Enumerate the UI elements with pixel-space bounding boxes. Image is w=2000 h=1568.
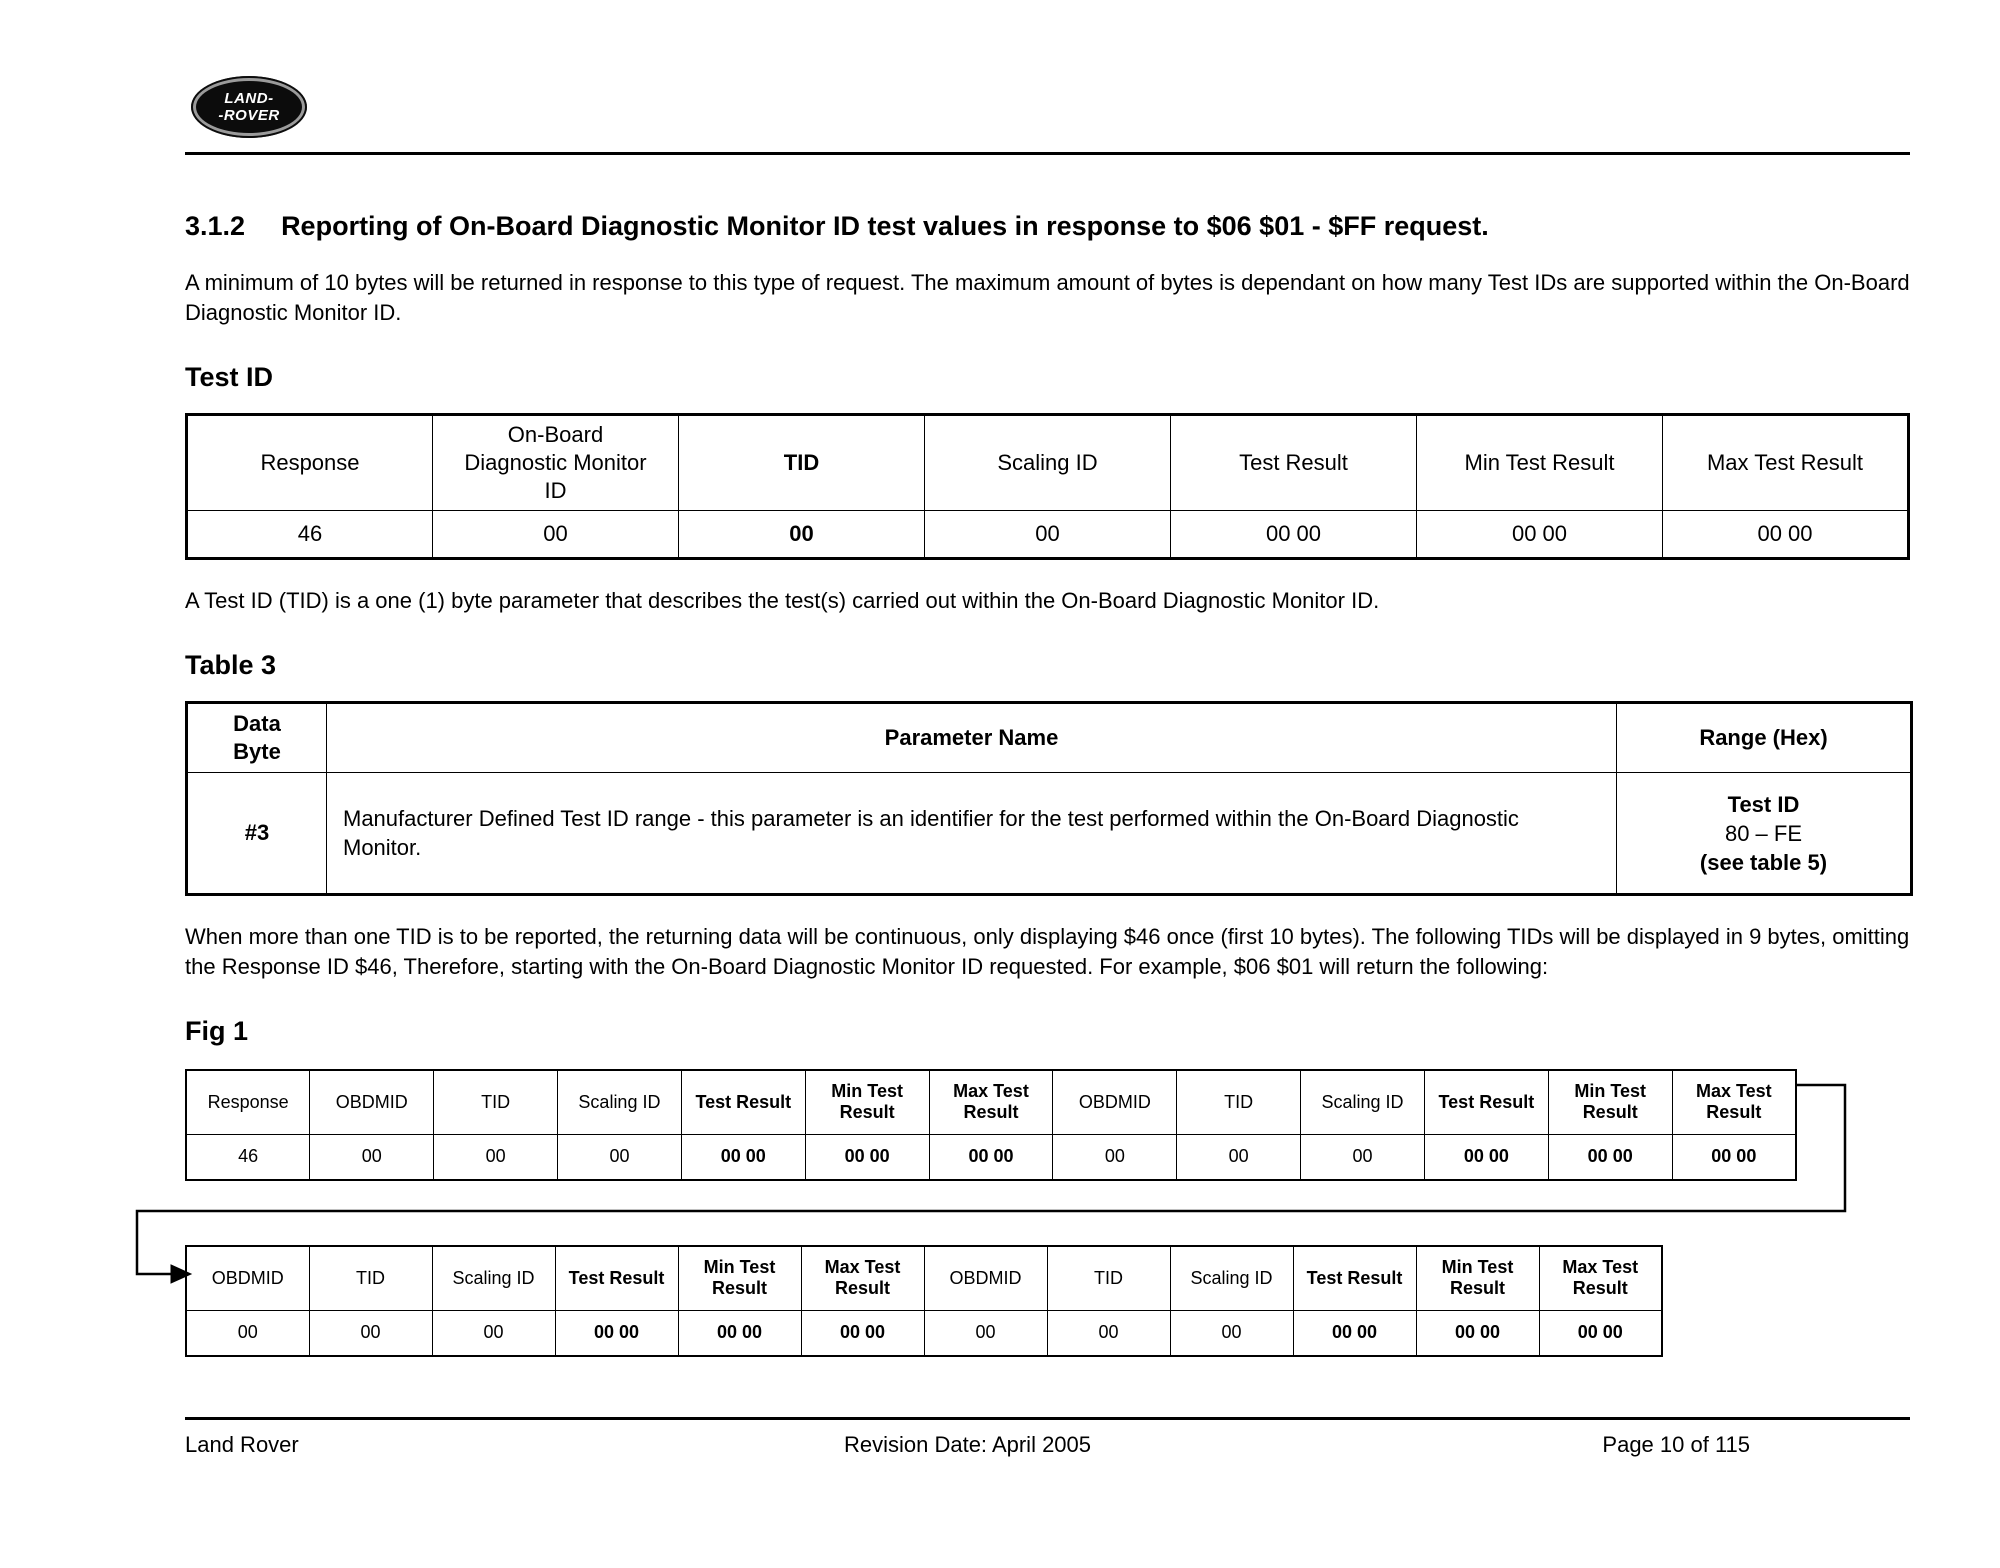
fig1-area: [185, 1069, 1910, 1357]
header-row: [186, 1070, 1796, 1134]
value-cell: 00 00: [1548, 1134, 1672, 1180]
header-cell: Min Test Result: [1417, 415, 1663, 511]
header-cell: TID: [309, 1246, 432, 1310]
header-cell: OBDMID: [186, 1246, 309, 1310]
parameter-name-header: Parameter Name: [327, 703, 1617, 773]
section-number: 3.1.2: [185, 211, 246, 241]
test-id-table: [185, 413, 1910, 560]
value-cell: 00: [925, 511, 1171, 559]
value-cell: 00: [309, 1310, 432, 1356]
header-cell: Test Result: [555, 1246, 678, 1310]
header-cell: Max Test Result: [801, 1246, 924, 1310]
header-cell: OBDMID: [924, 1246, 1047, 1310]
continuation-paragraph: When more than one TID is to be reported, the returning data will be continuous, only displaying $46 once (first 10 bytes). The following TIDs will be displayed in 9 bytes, omitting the Response ID $46, Therefore, starting with the On-Board Diagnostic Monitor ID requested. For example, $06 $01 will return the following:: [185, 924, 1910, 979]
value-row: [187, 511, 1909, 559]
header-cell: Test Result: [1424, 1070, 1548, 1134]
test-id-heading: Test ID: [185, 362, 274, 392]
header-cell: Scaling ID: [558, 1070, 682, 1134]
value-cell: 46: [187, 511, 433, 559]
header-cell: Min Test Result: [805, 1070, 929, 1134]
header-cell: Test Result: [1171, 415, 1417, 511]
header-cell: TID: [679, 415, 925, 511]
value-cell: 00 00: [1417, 511, 1663, 559]
footer-company: Land Rover: [185, 1432, 299, 1457]
value-cell: 00: [433, 511, 679, 559]
range-cell: [1617, 773, 1912, 895]
header-cell: [433, 415, 679, 511]
fig1-table-top: [185, 1069, 1797, 1181]
parameter-name-cell: Manufacturer Defined Test ID range - this parameter is an identifier for the test performed within the On-Board Diagnostic Monitor.: [327, 773, 1617, 895]
logo-text-bottom: -ROVER: [218, 107, 280, 124]
value-row: [186, 1134, 1796, 1180]
header-row: [187, 415, 1909, 511]
value-cell: 00: [558, 1134, 682, 1180]
section-heading: [185, 211, 1910, 242]
value-cell: 00 00: [678, 1310, 801, 1356]
value-cell: 00: [432, 1310, 555, 1356]
value-cell: 00 00: [801, 1310, 924, 1356]
header-cell: Response: [187, 415, 433, 511]
section-title: Reporting of On-Board Diagnostic Monitor ID test values in response to $06 $01 - $FF request.: [281, 211, 1489, 241]
header-cell-text: On-Board Diagnostic Monitor ID: [464, 422, 647, 503]
value-cell: 00 00: [555, 1310, 678, 1356]
data-byte-header: [187, 703, 327, 773]
header-cell: OBDMID: [1053, 1070, 1177, 1134]
fig1-heading: Fig 1: [185, 1016, 249, 1046]
revision-date: Revision Date: April 2005: [843, 1432, 1092, 1457]
header-cell: Response: [186, 1070, 310, 1134]
header-cell: Scaling ID: [1301, 1070, 1425, 1134]
value-cell: 00 00: [1663, 511, 1909, 559]
header-cell: Scaling ID: [925, 415, 1171, 511]
value-row: [187, 773, 1912, 895]
value-row: [186, 1310, 1662, 1356]
value-cell: 46: [186, 1134, 310, 1180]
header-row: [187, 703, 1912, 773]
value-cell: 00: [310, 1134, 434, 1180]
header-cell: Min Test Result: [1548, 1070, 1672, 1134]
header-cell: Test Result: [681, 1070, 805, 1134]
range-line-1: Test ID: [1727, 791, 1800, 817]
header-cell: Max Test Result: [1663, 415, 1909, 511]
header-cell: Max Test Result: [929, 1070, 1053, 1134]
value-cell: 00: [186, 1310, 309, 1356]
range-line-3: (see table 5): [1699, 849, 1828, 875]
value-cell: 00 00: [929, 1134, 1053, 1180]
header-cell: Max Test Result: [1539, 1246, 1662, 1310]
value-cell: 00: [434, 1134, 558, 1180]
header-cell: Min Test Result: [1416, 1246, 1539, 1310]
tid-description-paragraph: A Test ID (TID) is a one (1) byte parameter that describes the test(s) carried out within the On-Board Diagnostic Monitor ID.: [185, 588, 1380, 613]
header-cell: Min Test Result: [678, 1246, 801, 1310]
data-byte-cell: #3: [187, 773, 327, 895]
logo-text-top: LAND-: [224, 90, 274, 107]
range-header: Range (Hex): [1617, 703, 1912, 773]
land-rover-logo: [191, 76, 307, 138]
header-cell-text: Data Byte: [233, 711, 281, 764]
header-cell: Scaling ID: [432, 1246, 555, 1310]
value-cell: 00 00: [681, 1134, 805, 1180]
page-number: Page 10 of 115: [1602, 1432, 1751, 1457]
header-cell: Max Test Result: [1672, 1070, 1796, 1134]
value-cell: 00: [1301, 1134, 1425, 1180]
value-cell: 00: [1177, 1134, 1301, 1180]
value-cell: 00: [1053, 1134, 1177, 1180]
table3: [185, 701, 1913, 896]
value-cell: 00 00: [805, 1134, 929, 1180]
page-header: [185, 0, 1910, 155]
value-cell: 00: [924, 1310, 1047, 1356]
value-cell: 00 00: [1672, 1134, 1796, 1180]
header-row: [186, 1246, 1662, 1310]
value-cell: 00 00: [1293, 1310, 1416, 1356]
intro-paragraph: A minimum of 10 bytes will be returned in response to this type of request. The maximum amount of bytes is dependant on how many Test IDs are supported within the On-Board Diagnostic Monitor ID.: [185, 270, 1910, 325]
table3-heading: Table 3: [185, 650, 277, 680]
header-cell: TID: [1177, 1070, 1301, 1134]
header-cell: Scaling ID: [1170, 1246, 1293, 1310]
header-cell: TID: [434, 1070, 558, 1134]
header-cell: OBDMID: [310, 1070, 434, 1134]
header-cell: TID: [1047, 1246, 1170, 1310]
value-cell: 00: [679, 511, 925, 559]
page-footer: [185, 1417, 1910, 1458]
value-cell: 00 00: [1416, 1310, 1539, 1356]
range-line-2: 80 – FE: [1724, 820, 1803, 846]
value-cell: 00: [1170, 1310, 1293, 1356]
value-cell: 00 00: [1539, 1310, 1662, 1356]
value-cell: 00 00: [1424, 1134, 1548, 1180]
header-cell: Test Result: [1293, 1246, 1416, 1310]
fig1-table-bottom: [185, 1245, 1663, 1357]
value-cell: 00 00: [1171, 511, 1417, 559]
value-cell: 00: [1047, 1310, 1170, 1356]
